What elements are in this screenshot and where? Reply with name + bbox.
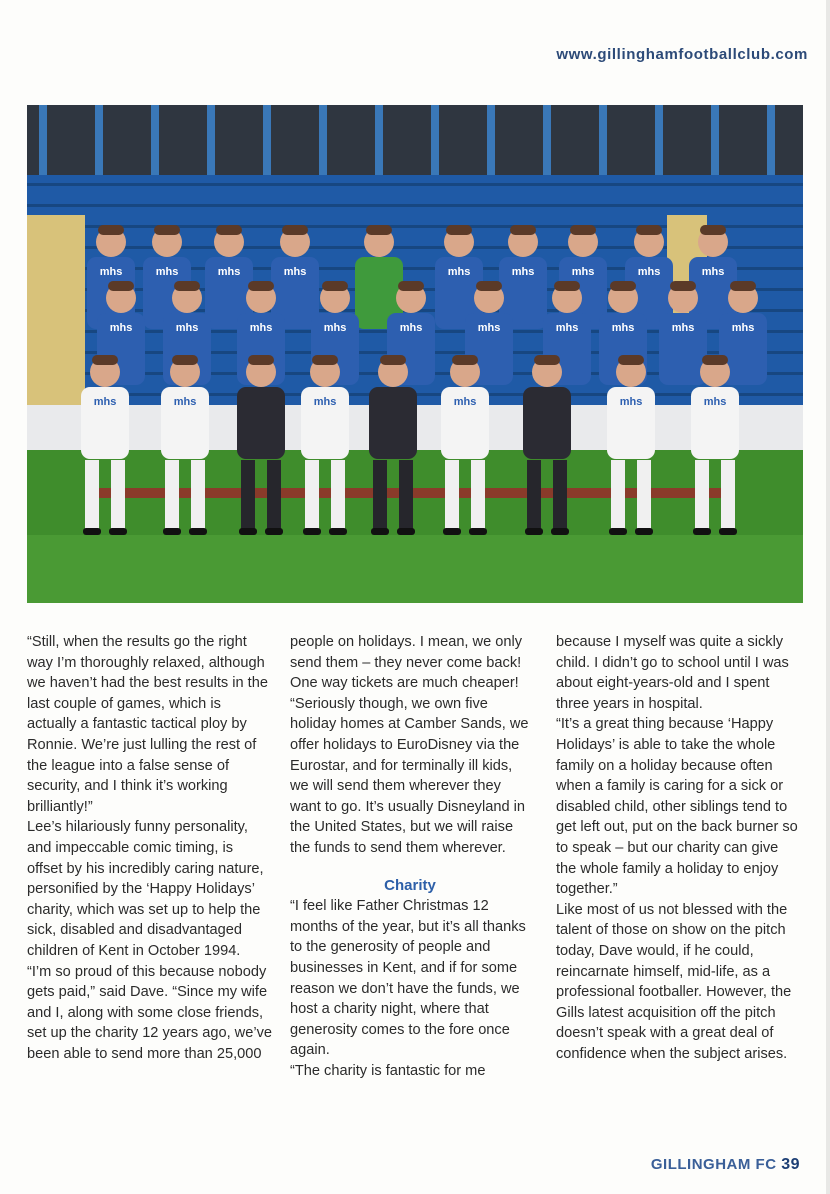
sponsor-logo: mhs	[283, 266, 307, 278]
sponsor-logo: mhs	[619, 396, 643, 408]
front-person-shoe	[397, 528, 415, 535]
paragraph: “I feel like Father Christmas 12 months of the year, but it’s all thanks to the generosity of people and businesses in Kent, and if for some reason we don’t have the funds, we host a charity night, where that generosity comes to the fore once again.	[290, 898, 526, 1059]
front-person-leg	[111, 460, 125, 530]
sponsor-logo: mhs	[175, 322, 199, 334]
page-edge	[826, 0, 830, 1194]
front-person-hair	[618, 355, 644, 365]
sponsor-logo: mhs	[703, 396, 727, 408]
sponsor-logo: mhs	[249, 322, 273, 334]
sponsor-logo: mhs	[611, 322, 635, 334]
sponsor-logo: mhs	[155, 266, 179, 278]
section-heading: Charity	[384, 876, 436, 894]
front-person-shoe	[265, 528, 283, 535]
middle-player-hair	[322, 281, 348, 291]
front-person-shoe	[329, 528, 347, 535]
sponsor-logo: mhs	[453, 396, 477, 408]
back-player-hair	[366, 225, 392, 235]
roof-pillar	[263, 105, 271, 175]
back-player-hair	[98, 225, 124, 235]
middle-player-hair	[610, 281, 636, 291]
front-person-shoe	[525, 528, 543, 535]
sponsor-logo: mhs	[571, 266, 595, 278]
front-person-leg	[611, 460, 625, 530]
sponsor-logo: mhs	[99, 266, 123, 278]
sponsor-logo: mhs	[477, 322, 501, 334]
team-photo	[27, 105, 803, 603]
sponsor-logo: mhs	[217, 266, 241, 278]
middle-player-hair	[398, 281, 424, 291]
roof-pillar	[151, 105, 159, 175]
roof-pillar	[655, 105, 663, 175]
front-person-shoe	[719, 528, 737, 535]
roof-pillar	[711, 105, 719, 175]
middle-player-hair	[554, 281, 580, 291]
sponsor-logo: mhs	[555, 322, 579, 334]
article-column-3	[556, 632, 801, 1064]
sponsor-logo: mhs	[109, 322, 133, 334]
stand-roof	[27, 105, 803, 175]
front-person-leg	[553, 460, 567, 530]
back-player-hair	[446, 225, 472, 235]
front-person-hair	[172, 355, 198, 365]
roof-pillar	[543, 105, 551, 175]
back-player-hair	[570, 225, 596, 235]
front-person-leg	[695, 460, 709, 530]
front-person-shoe	[303, 528, 321, 535]
paragraph: “I’m so proud of this because nobody gets paid,” said Dave. “Since my wife and I, along with some close friends, set up the charity 12 years ago, we’ve been able to send more than 25,000	[27, 963, 272, 1062]
front-person-hair	[92, 355, 118, 365]
roof-pillar	[95, 105, 103, 175]
middle-player-hair	[730, 281, 756, 291]
front-person-leg	[165, 460, 179, 530]
club-name: GILLINGHAM FC	[650, 1156, 777, 1173]
sponsor-logo: mhs	[447, 266, 471, 278]
website-url: www.gillinghamfootballclub.com	[556, 46, 808, 63]
roof-pillar	[767, 105, 775, 175]
pitch-stripe	[27, 535, 803, 603]
roof-pillar	[599, 105, 607, 175]
paragraph: “It’s a great thing because ‘Happy Holidays’ is able to take the whole family on a holiday because often when a family is caring for a sick or disabled child, other siblings tend to get left out, put on the back burner so to speak – but our charity can give the whole family a holiday to enjoy together.”	[556, 716, 798, 898]
front-person-hair	[534, 355, 560, 365]
back-player-hair	[216, 225, 242, 235]
roof-pillar	[39, 105, 47, 175]
paragraph: Lee’s hilariously funny personality, and impeccable comic timing, is offset by his incredibly caring nature, personified by the ‘Happy Holidays’ charity, which was set up to help the sick, disabled and disadvantaged children of Kent in October 1994.	[27, 819, 264, 959]
middle-player-hair	[108, 281, 134, 291]
front-person-shoe	[109, 528, 127, 535]
sponsor-logo: mhs	[323, 322, 347, 334]
sponsor-logo: mhs	[671, 322, 695, 334]
sponsor-logo: mhs	[399, 322, 423, 334]
front-person-shoe	[609, 528, 627, 535]
middle-player-hair	[174, 281, 200, 291]
front-person-shirt	[369, 387, 417, 459]
front-person-leg	[85, 460, 99, 530]
back-player-hair	[154, 225, 180, 235]
seat-row-line	[27, 183, 803, 186]
front-person-shoe	[371, 528, 389, 535]
front-person-hair	[452, 355, 478, 365]
roof-pillar	[431, 105, 439, 175]
front-person-leg	[445, 460, 459, 530]
front-person-leg	[191, 460, 205, 530]
front-person-shoe	[635, 528, 653, 535]
back-player-hair	[510, 225, 536, 235]
front-person-leg	[305, 460, 319, 530]
sponsor-logo: mhs	[731, 322, 755, 334]
front-person-leg	[527, 460, 541, 530]
article-column-2	[290, 632, 530, 1081]
front-person-shoe	[693, 528, 711, 535]
front-person-shirt	[523, 387, 571, 459]
paragraph: because I myself was quite a sickly child. I didn’t go to school until I was about eight-years-old and I spent three years in hospital.	[556, 634, 789, 712]
front-person-leg	[471, 460, 485, 530]
sponsor-logo: mhs	[637, 266, 661, 278]
front-person-hair	[312, 355, 338, 365]
seat-row-line	[27, 204, 803, 207]
sponsor-logo: mhs	[511, 266, 535, 278]
front-person-hair	[702, 355, 728, 365]
front-person-leg	[399, 460, 413, 530]
page-footer	[651, 1156, 800, 1174]
middle-player-hair	[476, 281, 502, 291]
middle-player-hair	[248, 281, 274, 291]
roof-pillar	[375, 105, 383, 175]
roof-pillar	[207, 105, 215, 175]
sponsor-logo: mhs	[93, 396, 117, 408]
paragraph: “The charity is fantastic for me	[290, 1062, 486, 1079]
roof-pillar	[319, 105, 327, 175]
sponsor-logo: mhs	[313, 396, 337, 408]
back-player-hair	[636, 225, 662, 235]
front-person-shoe	[469, 528, 487, 535]
middle-player-hair	[670, 281, 696, 291]
front-person-leg	[241, 460, 255, 530]
front-person-shoe	[239, 528, 257, 535]
article-column-1	[27, 632, 272, 1064]
front-person-hair	[248, 355, 274, 365]
paragraph: “Seriously though, we own five holiday homes at Camber Sands, we offer holidays to EuroDisney via the Eurostar, and for terminally ill kids, we will send them wherever they want to go. It’s usually Disneyland in the United States, but we will raise the funds to send them wherever.	[290, 695, 529, 856]
back-player-hair	[282, 225, 308, 235]
front-person-shirt	[237, 387, 285, 459]
front-person-leg	[373, 460, 387, 530]
front-person-hair	[380, 355, 406, 365]
page-number: 39	[781, 1156, 800, 1173]
paragraph: people on holidays. I mean, we only send them – they never come back! One way tickets are much cheaper!	[290, 634, 523, 692]
stairway-left	[27, 215, 85, 415]
front-person-leg	[637, 460, 651, 530]
paragraph: Like most of us not blessed with the talent of those on show on the pitch today, Dave would, if he could, reincarnate himself, mid-life, as a professional footballer. However, the Gills latest acquisition off the pitch doesn’t speak with a great deal of confidence when the subject arises.	[556, 901, 792, 1062]
back-player-hair	[700, 225, 726, 235]
front-person-leg	[331, 460, 345, 530]
front-person-shoe	[443, 528, 461, 535]
front-person-shoe	[163, 528, 181, 535]
paragraph: “Still, when the results go the right way I’m thoroughly relaxed, although we haven’t had the best results in the last couple of games, which is actually a fantastic tactical ploy by Ronnie. We’re just lulling the rest of the league into a false sense of security, and I think it’s working brilliantly!”	[27, 634, 268, 815]
front-person-shoe	[189, 528, 207, 535]
sponsor-logo: mhs	[701, 266, 725, 278]
sponsor-logo: mhs	[173, 396, 197, 408]
front-person-leg	[721, 460, 735, 530]
front-person-shoe	[551, 528, 569, 535]
front-person-leg	[267, 460, 281, 530]
front-person-shoe	[83, 528, 101, 535]
roof-pillar	[487, 105, 495, 175]
